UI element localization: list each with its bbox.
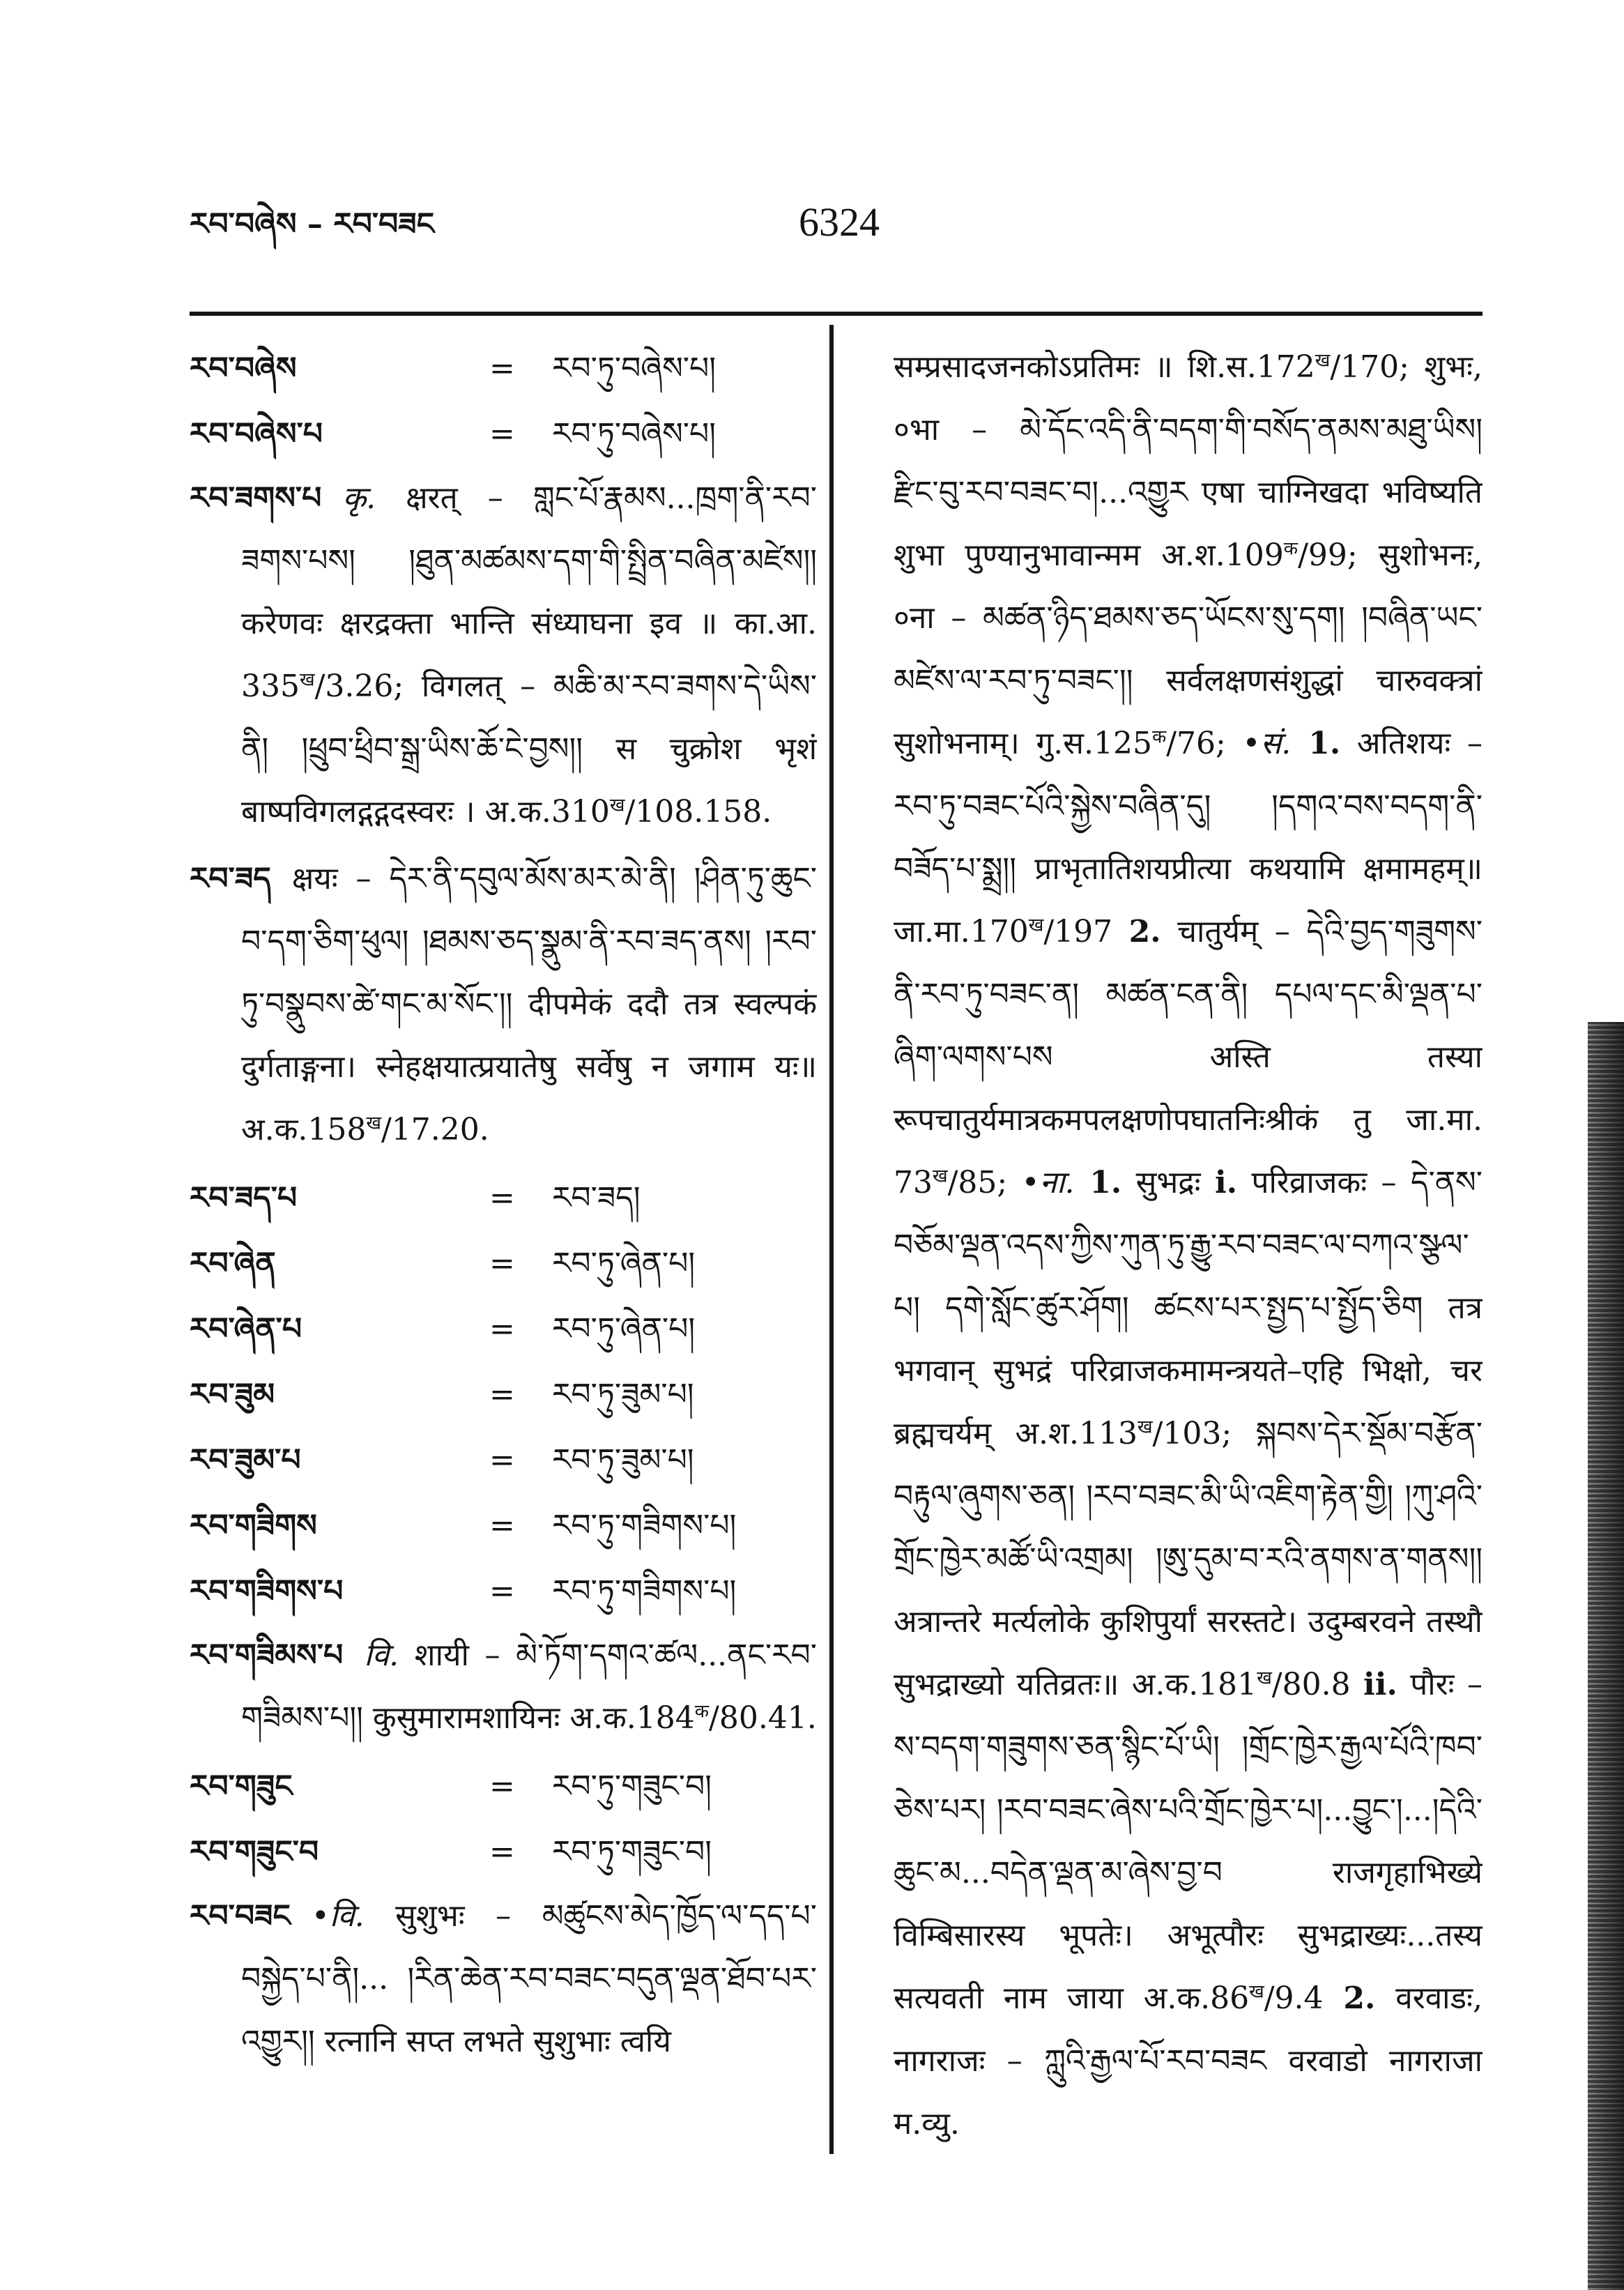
- definition-text: सुभद्रः: [1121, 1165, 1216, 1200]
- equals-sign: =: [489, 1508, 515, 1543]
- cross-reference-target: རབ་ཏུ་ཞེན་པ།: [552, 1246, 696, 1281]
- definition-text: /99; सुशोभनः, ०ना – མཚན་ཉིད་ཐམས་ཅད་ཡོངས་སུ་དག། །བཞིན་ཡང་མཛེས་ལ་རབ་ཏུ་བཟང་།། सर्वलक्षणसंशुद्धां चारुवक्त्रां सुशोभनाम्। गु.स.125: [894, 537, 1483, 761]
- folio-side-superscript: क: [1283, 537, 1299, 560]
- sense-number: 2.: [1128, 914, 1161, 949]
- continued-entry: [847, 336, 1483, 2155]
- folio-side-superscript: क: [1151, 726, 1167, 748]
- xref-entry: [190, 1231, 817, 1297]
- folio-side-superscript: ख: [1315, 349, 1331, 372]
- definition-text: सम्प्रसादजनकोऽप्रतिमः ॥ शि.स.172: [894, 349, 1315, 385]
- sense-number: 1.: [1074, 1165, 1122, 1200]
- cross-reference-target: རབ་ཏུ་གཟུང་བ།: [552, 1769, 712, 1804]
- headword: རབ་ཟད: [190, 861, 271, 896]
- equals-sign: =: [489, 1377, 515, 1412]
- xref-entry: [190, 1297, 817, 1362]
- definition-text: /9.4: [1264, 1980, 1344, 2016]
- folio-side-superscript: ख: [299, 669, 315, 691]
- right-column: [847, 336, 1483, 2176]
- grammatical-abbreviation: कृ.: [342, 480, 376, 516]
- equals-sign: =: [489, 351, 515, 386]
- xref-entry: [190, 1166, 817, 1231]
- definition-text: पौरः – ས་བདག་གཟུགས་ཅན་སྙིང་པོ་ཡི། །གྲོང་ཁྱེར་རྒྱལ་པོའི་ཁབ་ཅེས་པར། །རབ་བཟང་ཞེས་པའི་གྲོང་ཁྱེར་པ།...བྱུང་།...།དེའི་ཆུང་མ...བདེན་ལྡན་མ་ཞེས་བྱ་བ राजगृहाभिख्ये विम्बिसारस्य भूपतेः। अभूत्पौरः सुभद्राख्यः...तस्य सत्यवती नाम जाया अ.क.86: [894, 1667, 1483, 2016]
- definition-entry: [190, 467, 817, 844]
- xref-entry: [190, 1428, 817, 1493]
- headword: རབ་ཞེན་པ: [190, 1311, 302, 1347]
- grammatical-abbreviation: वि.: [329, 1898, 365, 1934]
- definition-entry: [190, 1885, 817, 2073]
- definition-text: /80.8: [1271, 1667, 1364, 1702]
- cross-reference-target: རབ་ཏུ་གཟིགས་པ།: [552, 1508, 737, 1543]
- definition-text: •: [311, 1898, 330, 1934]
- page-number: 6324: [799, 199, 880, 245]
- definition-text: क्षयः – དེར་ནི་དབུལ་མོས་མར་མེ་ནི། །ཤིན་ཏུ་ཆུང་བ་དག་ཅིག་ཕུལ། །ཐམས་ཅད་སྣུམ་ནི་རབ་ཟད་ནས། །རབ་ཏུ་བསྣུབས་ཚེ་གང་མ་སོང་།། दीपमेकं ददौ तत्र स्वल्पकं दुर्गताङ्गना। स्नेहक्षयात्प्रयातेषु सर्वेषु न जगाम यः॥ अ.क.158: [241, 861, 817, 1147]
- headword: རབ་གཟུང: [190, 1769, 293, 1804]
- cross-reference-target: རབ་ཏུ་བཞེས་པ།: [552, 351, 717, 386]
- definition-text: सुशुभः – མཚུངས་མེད་ཁྱོད་ལ་དད་པ་བསྐྱེད་པ་ནི།... །རིན་ཆེན་རབ་བཟང་བདུན་ལྡན་ཐོབ་པར་འགྱུར།། रत्नानि सप्त लभते सुशुभाः त्वयि: [241, 1898, 817, 2059]
- folio-side-superscript: ख: [1137, 1416, 1153, 1438]
- folio-side-superscript: ख: [366, 1112, 381, 1134]
- sense-number: i.: [1215, 1165, 1238, 1200]
- folio-side-superscript: ख: [609, 794, 625, 816]
- folio-side-superscript: क: [694, 1700, 710, 1723]
- definition-text: वरवाडः, नागराजः – ཀླུའི་རྒྱལ་པོ་རབ་བཟང वरवाडो नागराजा म.व्यु.: [894, 1980, 1483, 2142]
- xref-entry: [190, 1493, 817, 1559]
- headword: རབ་བཞེས: [190, 351, 297, 386]
- definition-text: /103; སྐབས་དེར་སྡོམ་བརྩོན་བརྟུལ་ཞུགས་ཅན། །རབ་བཟང་མི་ཡི་འཇིག་རྟེན་གྱི། །ཀུ་ཤའི་གྲོང་ཁྱེར་མཚོ་ཡི་འགྲམ། །ཨུ་དུམ་བ་རའི་ནགས་ན་གནས།། अत्रान्तरे मर्त्यलोके कुशिपुर्यां सरस्तटे। उदुम्बरवने तस्थौ सुभद्राख्यो यतिव्रतः॥ अ.क.181: [894, 1416, 1483, 1702]
- folio-side-superscript: ख: [933, 1165, 948, 1187]
- equals-sign: =: [489, 1834, 515, 1870]
- definition-entry: [190, 1624, 817, 1750]
- definition-text: क्षरत् – གླང་པོ་རྣམས...ཁྲག་ནི་རབ་ཟགས་པས། །ཐུན་མཚམས་དག་གི་སྤྲིན་བཞིན་མཛེས།། करेणवः क्षरद्रक्ता भान्ति संध्याघना इव ॥ का.आ. 335: [241, 480, 817, 704]
- definition-entry: [190, 848, 817, 1161]
- definition-text: अतिशयः – རབ་ཏུ་བཟང་པོའི་སྐྱེས་བཞིན་དུ། །དགའ་བས་བདག་ནི་བཟོད་པ་སྨྲ།། प्राभृतातिशयप्रीत्या कथयामि क्षमामहम्॥ जा.मा.170: [894, 726, 1483, 949]
- header-rule: [190, 312, 1483, 316]
- headword: རབ་ཞེན: [190, 1246, 276, 1281]
- definition-text: /3.26; विगलत् – མཆི་མ་རབ་ཟགས་དེ་ཡིས་ནི། །ཕྲུབ་ཕྲིབ་སྒྲ་ཡིས་ཆོ་ངེ་བྱས།། स चुक्रोश भृशं बाष्पविगलद्गद्गदस्वरः । अ.क.310: [241, 669, 817, 830]
- folio-side-superscript: ख: [1028, 914, 1044, 936]
- equals-sign: =: [489, 1573, 515, 1609]
- cross-reference-target: རབ་ཟད།: [552, 1180, 641, 1216]
- xref-entry: [190, 1559, 817, 1624]
- sense-number: 1.: [1291, 726, 1341, 761]
- equals-sign: =: [489, 1246, 515, 1281]
- xref-entry: [190, 1754, 817, 1819]
- cross-reference-target: རབ་ཏུ་ཟུམ་པ།: [552, 1377, 694, 1412]
- grammatical-abbreviation: सं.: [1260, 726, 1292, 761]
- definition-text: /108.158.: [625, 794, 772, 830]
- column-divider: [829, 325, 834, 2154]
- folio-side-superscript: ख: [1257, 1667, 1272, 1689]
- headword: རབ་བཟང: [190, 1898, 291, 1934]
- headword: རབ་གཟིགས: [190, 1508, 317, 1543]
- cross-reference-target: རབ་ཏུ་གཟུང་བ།: [552, 1834, 712, 1870]
- headword: རབ་གཟིམས་པ: [190, 1638, 344, 1673]
- cross-reference-target: རབ་ཏུ་གཟིགས་པ།: [552, 1573, 737, 1609]
- headword: རབ་ཟུམ་པ: [190, 1442, 301, 1478]
- grammatical-abbreviation: ना.: [1039, 1165, 1075, 1200]
- cross-reference-target: རབ་ཏུ་བཞེས་པ།: [552, 416, 717, 452]
- definition-text: शायी – མེ་ཏོག་དགའ་ཚལ...ནང་རབ་གཟིམས་པ།། कुसुमारामशायिनः अ.क.184: [241, 1638, 817, 1736]
- definition-text: /170; शुभः, ०भा – མེ་དོང་འདི་ནི་བདག་གི་བསོད་ནམས་མཐུ་ཡིས། རྫིང་བུ་རབ་བཟང་བ།...འགྱུར एषा चाग्निखदा भविष्यति शुभा पुण्यानुभावान्मम अ.श.109: [894, 349, 1483, 573]
- definition-text: परिव्राजकः – དེ་ནས་བཅོམ་ལྡན་འདས་ཀྱིས་ཀུན་ཏུ་རྒྱུ་རབ་བཟང་ལ་བཀའ་སྩལ་པ། དགེ་སློང་ཚུར་ཤོག། ཚངས་པར་སྤྱད་པ་སྤྱོད་ཅིག तत्र भगवान् सुभद्रं परिव्राजकमामन्त्रयते–एहि भिक्षो, चर ब्रह्मचर्यम् अ.श.113: [894, 1165, 1483, 1451]
- definition-text: /197: [1043, 914, 1129, 949]
- definition-text: /76; •: [1166, 726, 1261, 761]
- equals-sign: =: [489, 1442, 515, 1478]
- headword: རབ་ཟགས་པ: [190, 480, 322, 516]
- xref-entry: [190, 336, 817, 402]
- definition-text: चातुर्यम् – དེའི་བྱད་གཟུགས་ནི་རབ་ཏུ་བཟང་ན། མཚན་ངན་ནི། དཔལ་དང་མི་ལྡན་པ་ཞིག་ལགས་པས अस्ति तस्या रूपचातुर्यमात्रकमपलक्षणोपघातनिःश्रीकं तु जा.मा. 73: [894, 914, 1483, 1200]
- sense-number: ii.: [1363, 1667, 1397, 1702]
- equals-sign: =: [489, 1180, 515, 1216]
- running-head: རབ་བཞེས – རབ་བཟང: [190, 206, 435, 242]
- folio-side-superscript: ख: [1249, 1980, 1264, 2003]
- equals-sign: =: [489, 416, 515, 452]
- cross-reference-target: རབ་ཏུ་ཞེན་པ།: [552, 1311, 696, 1347]
- equals-sign: =: [489, 1311, 515, 1347]
- definition-text: /85; •: [947, 1165, 1040, 1200]
- headword: རབ་ཟད་པ: [190, 1180, 298, 1216]
- equals-sign: =: [489, 1769, 515, 1804]
- grammatical-abbreviation: वि.: [364, 1638, 399, 1673]
- xref-entry: [190, 402, 817, 467]
- xref-entry: [190, 1362, 817, 1428]
- definition-text: /80.41.: [709, 1700, 817, 1736]
- left-column: [190, 336, 817, 2176]
- headword: རབ་ཟུམ: [190, 1377, 275, 1412]
- headword: རབ་གཟུང་བ: [190, 1834, 319, 1870]
- definition-text: /17.20.: [381, 1112, 489, 1147]
- xref-entry: [190, 1819, 817, 1885]
- sense-number: 2.: [1343, 1980, 1376, 2016]
- scan-edge-shadow: [1588, 1022, 1624, 2290]
- cross-reference-target: རབ་ཏུ་ཟུམ་པ།: [552, 1442, 694, 1478]
- headword: རབ་བཞེས་པ: [190, 416, 323, 452]
- headword: རབ་གཟིགས་པ: [190, 1573, 344, 1609]
